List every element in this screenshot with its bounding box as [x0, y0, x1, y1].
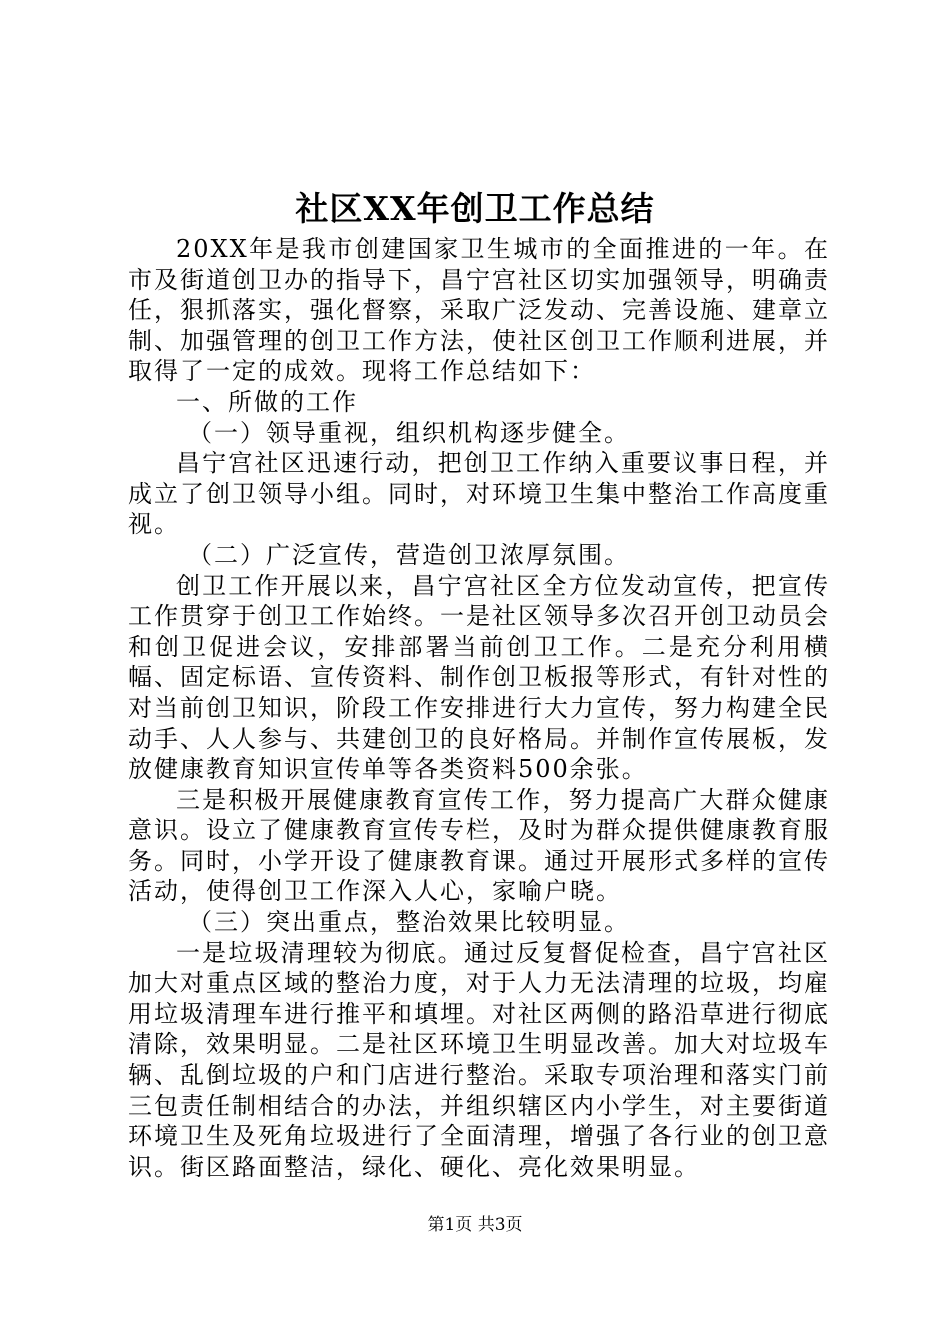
section-heading: 一、所做的工作 — [176, 387, 358, 416]
document-title: 社区XX年创卫工作总结 — [295, 189, 655, 228]
subsection-heading: （三）突出重点，整治效果比较明显。 — [188, 908, 630, 937]
subsection-heading: （一）领导重视，组织机构逐步健全。 — [188, 418, 630, 447]
body-paragraph: 创卫工作开展以来，昌宁宫社区全方位发动宣传，把宣传工作贯穿于创卫工作始终。一是社区领导多次召开创卫动员会和创卫促进会议，安排部署当前创卫工作。二是充分利用横幅、固定标语、宣传资料、制作创卫板报等形式，有针对性的对当前创卫知识，阶段工作安排进行大力宣传，努力构建全民动手、人人参与、共建创卫的良好格局。并制作宣传展板，发放健康教育知识宣传单等各类资料500余张。 — [128, 571, 830, 784]
document-body — [128, 234, 830, 1182]
body-paragraph: 昌宁宫社区迅速行动，把创卫工作纳入重要议事日程，并成立了创卫领导小组。同时，对环境卫生集中整治工作高度重视。 — [128, 449, 830, 539]
body-paragraph: 一是垃圾清理较为彻底。通过反复督促检查，昌宁宫社区加大对重点区域的整治力度，对于人力无法清理的垃圾，均雇用垃圾清理车进行推平和填埋。对社区两侧的路沿草进行彻底清除，效果明显。二是社区环境卫生明显改善。加大对垃圾车辆、乱倒垃圾的户和门店进行整治。采取专项治理和落实门前三包责任制相结合的办法，并组织辖区内小学生，对主要街道环境卫生及死角垃圾进行了全面清理，增强了各行业的创卫意识。街区路面整洁，绿化、硬化、亮化效果明显。 — [128, 938, 830, 1181]
intro-paragraph: 20XX年是我市创建国家卫生城市的全面推进的一年。在市及街道创卫办的指导下，昌宁宫社区切实加强领导，明确责任，狠抓落实，强化督察，采取广泛发动、完善设施、建章立制、加强管理的创卫工作方法，使社区创卫工作顺利进展，并取得了一定的成效。现将工作总结如下： — [128, 235, 830, 386]
page-footer: 第1页 共3页 — [427, 1215, 523, 1235]
subsection-heading: （二）广泛宣传，营造创卫浓厚氛围。 — [188, 540, 630, 569]
body-paragraph: 三是积极开展健康教育宣传工作，努力提高广大群众健康意识。设立了健康教育宣传专栏，及时为群众提供健康教育服务。同时，小学开设了健康教育课。通过开展形式多样的宣传活动，使得创卫工作深入人心，家喻户晓。 — [128, 785, 830, 906]
